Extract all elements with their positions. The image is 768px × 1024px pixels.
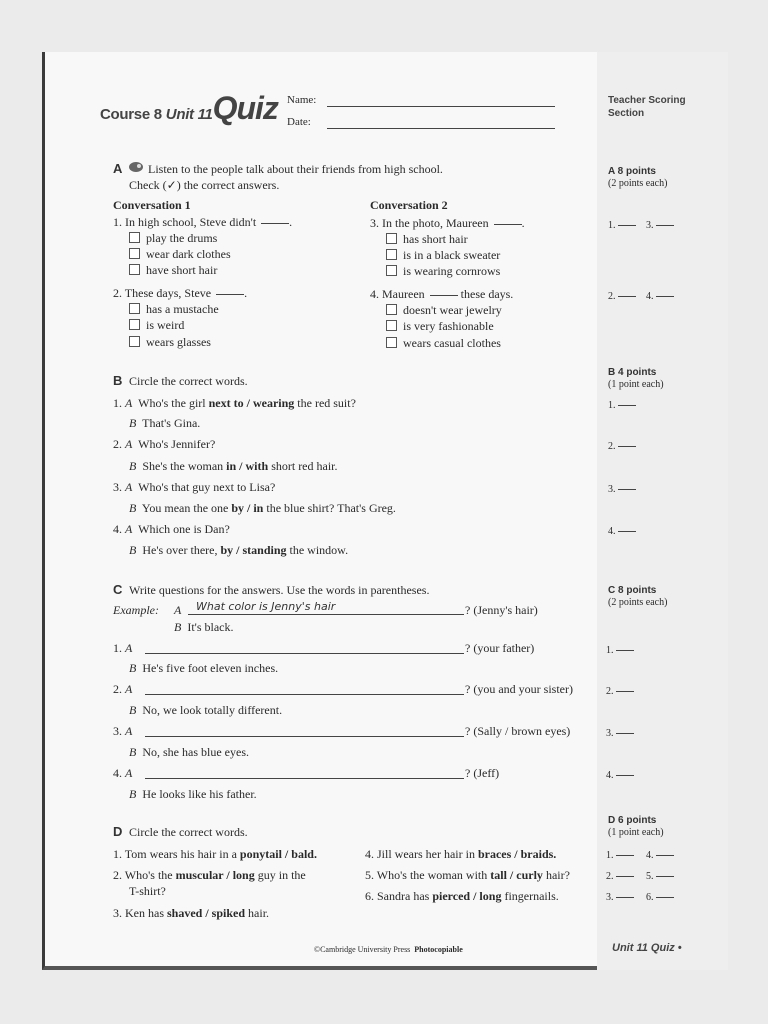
section-d-points: D 6 points: [608, 815, 657, 826]
score-d-5[interactable]: [646, 871, 674, 882]
score-blank: [618, 530, 636, 532]
audio-icon: [128, 161, 144, 177]
option-label: is in a black sweater: [403, 248, 501, 262]
c-num: 2.: [113, 682, 122, 696]
c-item-4-b: B He looks like his father.: [129, 787, 257, 801]
photocopiable-text: Photocopiable: [414, 945, 463, 954]
score-blank: [656, 295, 674, 297]
d-text: 3. Ken has: [113, 906, 167, 920]
section-a-points-each: (2 points each): [608, 178, 668, 189]
checkbox[interactable]: [129, 232, 140, 243]
blank: [261, 222, 289, 224]
score-blank: [616, 854, 634, 856]
option[interactable]: [386, 319, 494, 334]
section-b-points: B 4 points: [608, 367, 657, 378]
b-text: Which one is Dan?: [138, 522, 230, 536]
a-question-3-text: 3. In the photo, Maureen: [370, 216, 489, 230]
score-num: 5.: [646, 871, 654, 882]
quiz-title: [100, 90, 278, 127]
c-hint: ? (you and your sister): [465, 682, 573, 696]
option-label: is weird: [146, 318, 185, 332]
score-num: 1.: [606, 850, 614, 861]
option[interactable]: [386, 264, 500, 279]
checkbox[interactable]: [386, 304, 397, 315]
score-num: 4.: [608, 526, 616, 537]
score-blank: [618, 445, 636, 447]
checkbox[interactable]: [129, 303, 140, 314]
section-label: Section: [608, 108, 645, 119]
section-a-instruction: Listen to the people talk about their friends from high school.: [148, 162, 443, 176]
score-num: 4.: [606, 770, 614, 781]
score-blank: [616, 690, 634, 692]
c-b-text: No, we look totally different.: [142, 703, 283, 717]
d-question-6: [365, 889, 559, 904]
b-num: 3.: [113, 480, 122, 494]
score-blank: [656, 224, 674, 226]
option[interactable]: [386, 232, 468, 247]
section-c-letter: C: [113, 582, 123, 597]
score-c-4[interactable]: [606, 770, 634, 781]
section-a-letter: A: [113, 161, 123, 176]
option[interactable]: [129, 247, 231, 262]
d-choice[interactable]: pierced / long: [432, 889, 502, 903]
unit-label: Unit 11: [165, 106, 213, 123]
b-text: That's Gina.: [142, 416, 201, 430]
score-num: 3.: [606, 892, 614, 903]
a-question-1-text: 1. In high school, Steve didn't: [113, 215, 257, 229]
c-b-text: No, she has blue eyes.: [142, 745, 249, 759]
d-question-2: [113, 868, 306, 883]
score-blank: [618, 488, 636, 490]
d-text: fingernails.: [501, 889, 559, 903]
answer-line[interactable]: [145, 694, 464, 695]
score-blank: [616, 875, 634, 877]
score-blank: [616, 649, 634, 651]
checkbox[interactable]: [386, 320, 397, 331]
option[interactable]: [386, 303, 502, 318]
d-text: guy in the: [254, 868, 306, 882]
name-label: Name:: [287, 94, 317, 106]
score-num: 3.: [608, 484, 616, 495]
b-text: Who's that guy next to Lisa?: [138, 480, 276, 494]
answer-line[interactable]: [145, 778, 464, 779]
b-text: You mean the one: [141, 501, 232, 515]
conversation-2-title: Conversation 2: [370, 198, 448, 212]
b-item-1-a: 1. A Who's the girl next to / wearing the red suit?: [113, 396, 356, 410]
c-item-3-a: 3. A: [113, 724, 133, 738]
c-num: 1.: [113, 641, 122, 655]
c-b-text: He looks like his father.: [142, 787, 257, 801]
option[interactable]: [386, 336, 501, 351]
option-label: doesn't wear jewelry: [403, 303, 502, 317]
c-item-1-b: B He's five foot eleven inches.: [129, 661, 279, 675]
conversation-1-title: Conversation 1: [113, 198, 191, 212]
score-num: 1.: [606, 645, 614, 656]
option-label: has a mustache: [146, 302, 219, 316]
c-hint: ? (Sally / brown eyes): [465, 724, 571, 738]
option-label: is very fashionable: [403, 319, 494, 333]
b-choice[interactable]: in / with: [226, 459, 269, 473]
section-a-instruction-2: Check (✓) the correct answers.: [129, 178, 280, 192]
d-choice[interactable]: muscular / long: [175, 868, 255, 882]
example-label: Example:: [113, 603, 159, 617]
section-d-instruction: Circle the correct words.: [129, 825, 248, 839]
c-item-2-b: B No, we look totally different.: [129, 703, 283, 717]
answer-line[interactable]: [145, 736, 464, 737]
score-num: 4.: [646, 850, 654, 861]
section-c-points: C 8 points: [608, 585, 657, 596]
option[interactable]: [129, 318, 184, 333]
b-num: 4.: [113, 522, 122, 536]
score-blank: [616, 896, 634, 898]
b-item-3-b: B You mean the one by / in the blue shirt? That's Greg.: [129, 501, 396, 515]
score-blank: [616, 732, 634, 734]
example-answer-line: [188, 614, 464, 615]
option[interactable]: [129, 302, 219, 317]
score-num: 3.: [646, 220, 654, 231]
section-d-points-each: (1 point each): [608, 827, 664, 838]
checkbox[interactable]: [386, 233, 397, 244]
checkbox[interactable]: [129, 336, 140, 347]
d-choice[interactable]: tall / curly: [490, 868, 543, 882]
score-b-1[interactable]: [608, 400, 636, 411]
b-item-2-b: B She's the woman in / with short red hair.: [129, 459, 338, 473]
b-text: the blue shirt? That's Greg.: [263, 501, 396, 515]
b-text: the window.: [286, 543, 349, 557]
a-question-3: 3. In the photo, Maureen .: [370, 216, 525, 230]
score-blank: [656, 875, 674, 877]
b-text: short red hair.: [268, 459, 338, 473]
b-choice[interactable]: by / standing: [220, 543, 287, 557]
score-d-6[interactable]: [646, 892, 674, 903]
b-num: 1.: [113, 396, 122, 410]
footer-copyright: [314, 945, 463, 954]
score-d-2[interactable]: [606, 871, 634, 882]
score-num: 2.: [608, 441, 616, 452]
b-num: 2.: [113, 437, 122, 451]
a-question-4: [370, 287, 513, 302]
score-c-2[interactable]: [606, 686, 634, 697]
quiz-word: Quiz: [212, 90, 278, 126]
section-b-letter: B: [113, 373, 123, 388]
a-question-2: 2. These days, Steve .: [113, 286, 248, 300]
example-answer: What color is Jenny's hair: [196, 600, 336, 613]
score-num: 4.: [646, 291, 654, 302]
score-blank: [616, 774, 634, 776]
b-text: Who's the girl: [138, 396, 209, 410]
option[interactable]: [386, 248, 500, 263]
section-c-points-each: (2 points each): [608, 597, 668, 608]
blank: [494, 223, 522, 225]
option-label: has short hair: [403, 232, 468, 246]
score-d-3[interactable]: [606, 892, 634, 903]
d-text: 1. Tom wears his hair in a: [113, 847, 240, 861]
d-question-5: [365, 868, 570, 883]
d-question-2-line2: T-shirt?: [129, 884, 166, 898]
b-text: She's the woman: [142, 459, 227, 473]
c-num: 3.: [113, 724, 122, 738]
section-a-points: A 8 points: [608, 166, 656, 177]
d-choice[interactable]: ponytail / bald.: [239, 847, 317, 861]
answer-line[interactable]: [145, 653, 464, 654]
score-num: 1.: [608, 400, 616, 411]
c-item-3-b: B No, she has blue eyes.: [129, 745, 249, 759]
score-num: 2.: [606, 686, 614, 697]
score-blank: [656, 854, 674, 856]
checkbox[interactable]: [129, 264, 140, 275]
c-num: 4.: [113, 766, 122, 780]
b-choice[interactable]: by / in: [231, 501, 264, 515]
b-item-3-a: 3. A Who's that guy next to Lisa?: [113, 480, 276, 494]
score-blank: [656, 896, 674, 898]
b-text: Who's Jennifer?: [138, 437, 216, 451]
b-item-4-a: 4. A Which one is Dan?: [113, 522, 230, 536]
copyright-text: ©Cambridge University Press: [314, 945, 411, 954]
score-a-3[interactable]: [646, 220, 674, 231]
option-label: wear dark clothes: [146, 247, 231, 261]
date-field[interactable]: [327, 128, 555, 129]
score-blank: [618, 295, 636, 297]
section-b-instruction: Circle the correct words.: [129, 374, 248, 388]
d-text: 4. Jill wears her hair in: [365, 847, 478, 861]
score-b-3[interactable]: [608, 484, 636, 495]
b-item-4-b: B He's over there, by / standing the window.: [129, 543, 349, 557]
b-item-1-b: B That's Gina.: [129, 416, 201, 430]
score-c-1[interactable]: [606, 645, 634, 656]
blank: [430, 294, 458, 296]
score-num: 3.: [606, 728, 614, 739]
section-d-letter: D: [113, 824, 123, 839]
score-num: 2.: [606, 871, 614, 882]
option[interactable]: [129, 231, 217, 246]
score-c-3[interactable]: [606, 728, 634, 739]
d-choice[interactable]: shaved / spiked: [167, 906, 246, 920]
section-b-points-each: (1 point each): [608, 379, 664, 390]
example-a-label: A: [174, 603, 182, 617]
checkbox[interactable]: [386, 249, 397, 260]
score-num: 6.: [646, 892, 654, 903]
c-item-2-a: 2. A: [113, 682, 133, 696]
d-text: 6. Sandra has: [365, 889, 433, 903]
checkbox[interactable]: [386, 337, 397, 348]
c-item-4-a: 4. A: [113, 766, 133, 780]
checkbox[interactable]: [129, 248, 140, 259]
a-question-2-text: 2. These days, Steve: [113, 286, 212, 300]
d-text: hair?: [542, 868, 570, 882]
b-text: He's over there,: [142, 543, 221, 557]
teacher-scoring-label: Teacher Scoring: [608, 95, 686, 106]
checkbox[interactable]: [129, 319, 140, 330]
score-d-4[interactable]: [646, 850, 674, 861]
d-question-4: [365, 847, 556, 862]
option-label: play the drums: [146, 231, 218, 245]
b-item-2-a: 2. A Who's Jennifer?: [113, 437, 216, 451]
d-text: 5. Who's the woman with: [365, 868, 491, 882]
option-label: wears glasses: [146, 335, 211, 349]
checkbox[interactable]: [386, 265, 397, 276]
score-a-4[interactable]: [646, 291, 674, 302]
option-label: is wearing cornrows: [403, 264, 501, 278]
score-num: 1.: [608, 220, 616, 231]
score-b-4[interactable]: [608, 526, 636, 537]
c-hint: ? (Jeff): [465, 766, 500, 780]
score-a-2[interactable]: [608, 291, 636, 302]
d-question-3: [113, 906, 269, 921]
option-label: have short hair: [146, 263, 218, 277]
score-blank: [618, 404, 636, 406]
blank: [216, 293, 244, 295]
score-d-1[interactable]: [606, 850, 634, 861]
score-blank: [618, 224, 636, 226]
name-field[interactable]: [327, 106, 555, 107]
option[interactable]: [129, 335, 211, 350]
example-b: B It's black.: [174, 620, 234, 634]
d-choice[interactable]: braces / braids.: [477, 847, 557, 861]
c-b-text: He's five foot eleven inches.: [142, 661, 279, 675]
example-hint: ? (Jenny's hair): [465, 603, 538, 617]
d-question-1: [113, 847, 317, 862]
b-choice[interactable]: next to / wearing: [208, 396, 295, 410]
option[interactable]: [129, 263, 217, 278]
d-text: 2. Who's the: [113, 868, 176, 882]
c-hint: ? (your father): [465, 641, 535, 655]
example-b-text: It's black.: [187, 620, 234, 634]
date-label: Date:: [287, 116, 311, 128]
footer-unit-label: Unit 11 Quiz •: [612, 942, 682, 954]
score-num: 2.: [608, 291, 616, 302]
c-item-1-a: 1. A: [113, 641, 133, 655]
d-text: hair.: [245, 906, 270, 920]
course-label: Course 8: [100, 106, 162, 123]
a-question-1: 1. In high school, Steve didn't .: [113, 215, 293, 229]
score-b-2[interactable]: [608, 441, 636, 452]
a-question-4-text-end: these days.: [460, 287, 514, 301]
a-question-4-text: 4. Maureen: [370, 287, 425, 301]
b-text: the red suit?: [294, 396, 356, 410]
option-label: wears casual clothes: [403, 336, 501, 350]
section-c-instruction: Write questions for the answers. Use the words in parentheses.: [129, 583, 430, 597]
score-a-1[interactable]: [608, 220, 636, 231]
